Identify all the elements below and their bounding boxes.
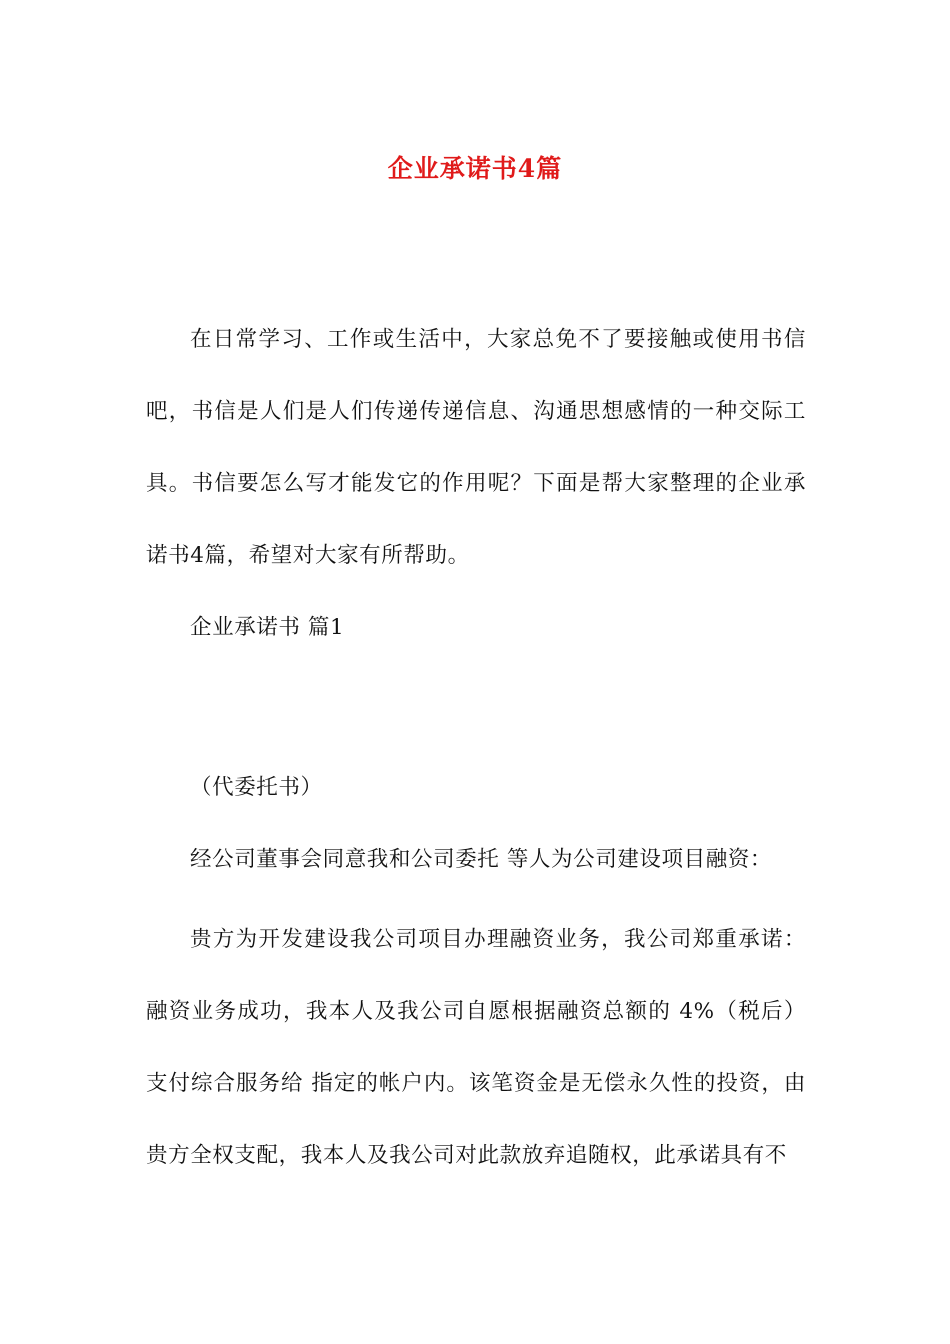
parenthetical-note: （代委托书） bbox=[190, 775, 323, 800]
promise-paragraph: 贵方为开发建设我公司项目办理融资业务，我公司郑重承诺：融资业务成功，我本人及我公司自愿根据融资总额的 4%（税后）支付综合服务给 指定的帐户内。该笔资金是无偿永久性的投资，由贵方全权支配，我本人及我公司对此款放弃追随权，此承诺具有不 bbox=[146, 927, 806, 1168]
section-heading: 企业承诺书 篇1 bbox=[190, 615, 345, 640]
document-title: 企业承诺书4篇 bbox=[387, 153, 563, 183]
intro-paragraph: 在日常学习、工作或生活中，大家总免不了要接触或使用书信吧，书信是人们是人们传递传递信息、沟通思想感情的一种交际工具。书信要怎么写才能发它的作用呢？下面是帮大家整理的企业承诺书4篇，希望对大家有所帮助。 bbox=[146, 327, 806, 568]
consent-paragraph: 经公司董事会同意我和公司委托 等人为公司建设项目融资： bbox=[190, 847, 773, 872]
